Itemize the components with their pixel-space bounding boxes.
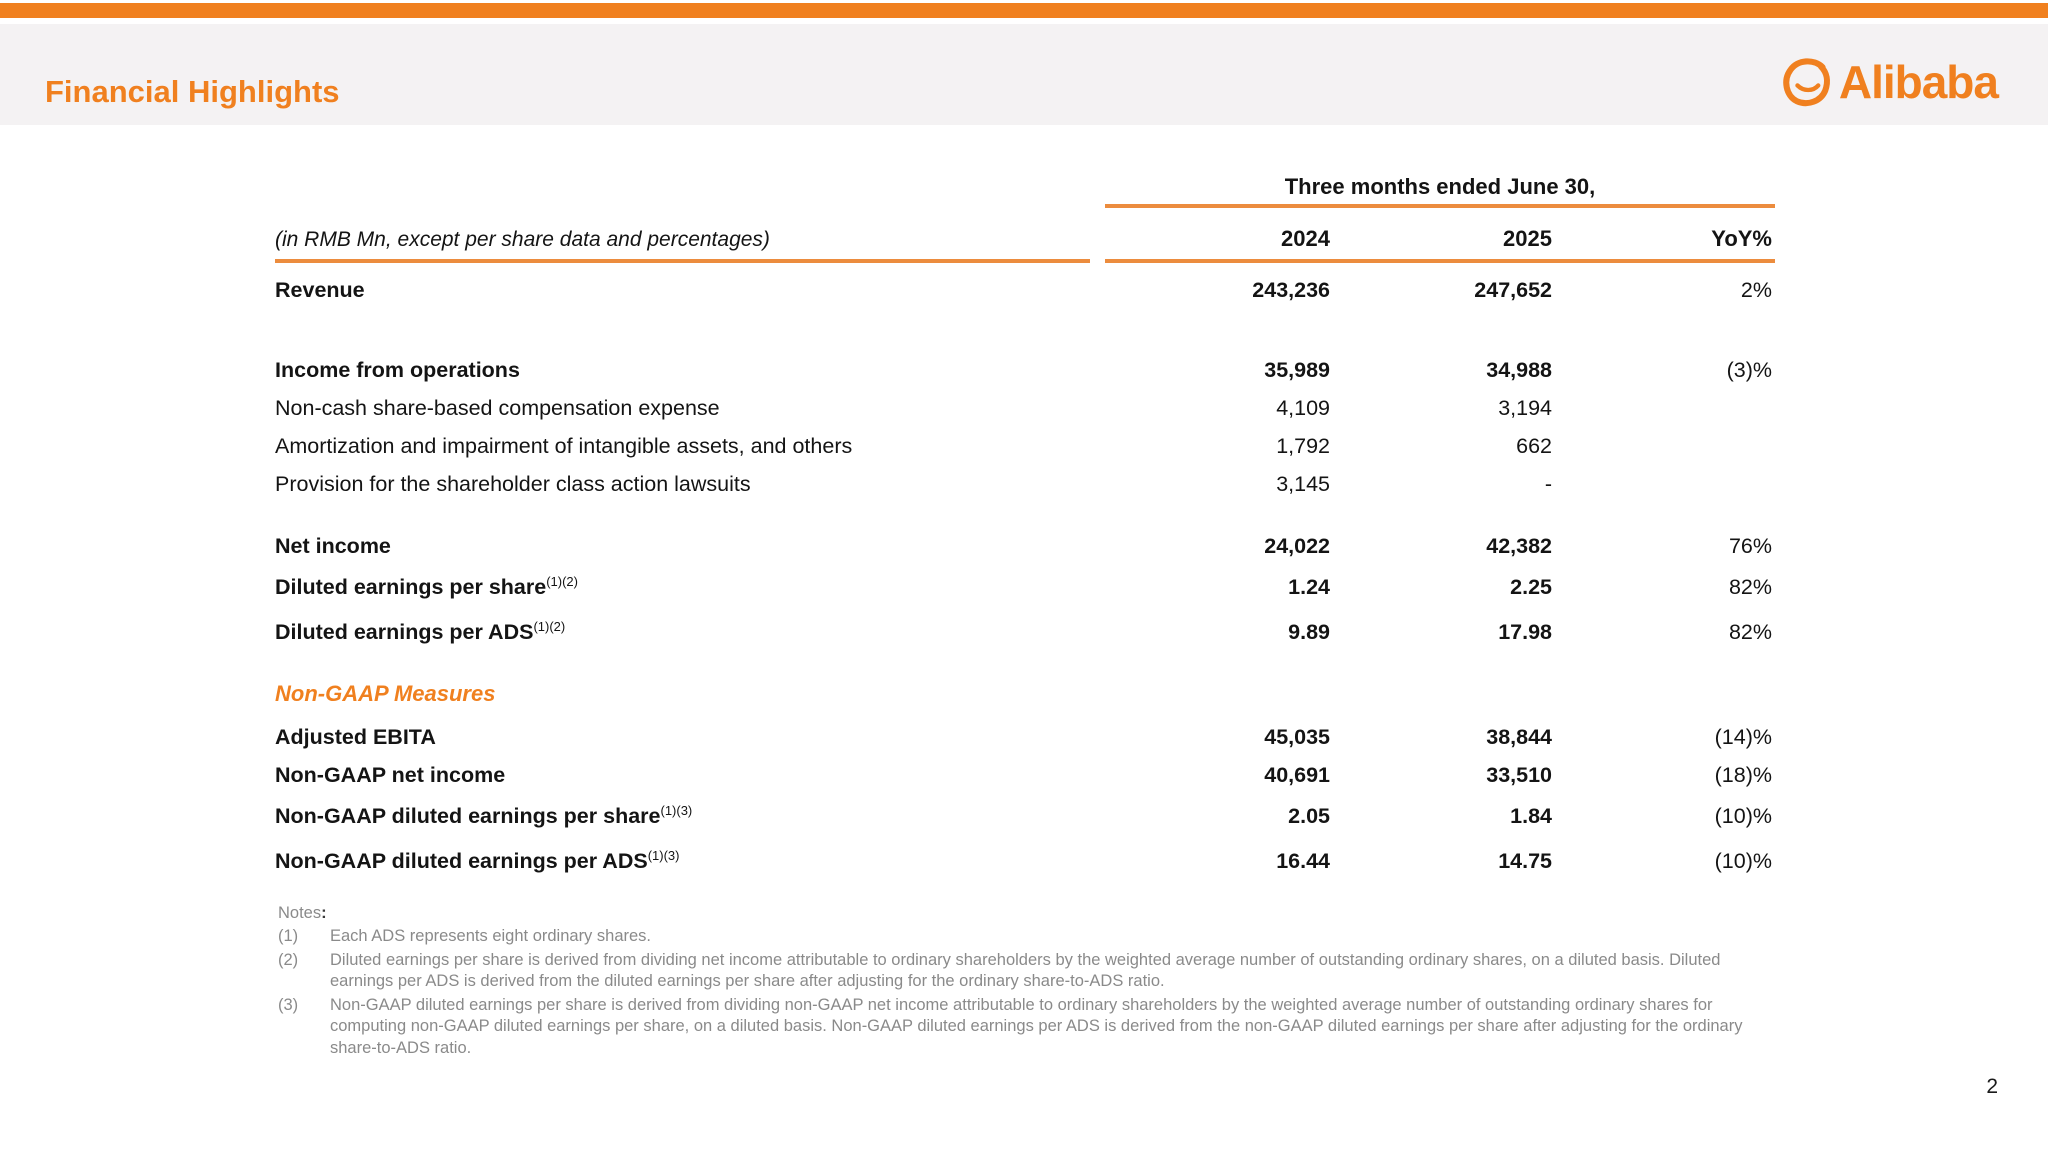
table-body xyxy=(275,263,1775,884)
notes-heading-word: Notes xyxy=(278,904,322,922)
value-2024: 2.05 xyxy=(1288,804,1330,828)
value-yoy: 82% xyxy=(1728,620,1772,644)
footnote-marker: (1)(3) xyxy=(647,847,680,863)
row-spacer xyxy=(275,309,1775,351)
note-number: (1) xyxy=(278,927,299,945)
footnote-marker: (1)(2) xyxy=(533,618,566,634)
column-header-row xyxy=(275,208,1775,263)
row-spacer xyxy=(275,655,1775,670)
header xyxy=(0,24,2048,125)
notes-heading xyxy=(278,903,1750,924)
alibaba-smile-icon xyxy=(1781,54,1833,110)
value-2025: 2.25 xyxy=(1510,575,1552,599)
table-row xyxy=(275,351,1775,389)
row-label: Diluted earnings per $ADS^{(1)(2)}$ xyxy=(275,618,566,644)
note-number: (3) xyxy=(278,995,299,1014)
table-row xyxy=(275,565,1775,610)
top-accent-bar xyxy=(0,3,2048,18)
units-label: (in RMB Mn, except per share data and percentages) xyxy=(275,208,1090,263)
row-label: Income from operations xyxy=(275,357,520,382)
value-2024: 1.24 xyxy=(1288,575,1330,599)
period-header-spacer xyxy=(275,160,1105,208)
column-header-2025: 2025 xyxy=(1330,208,1552,263)
value-2025: - xyxy=(1544,471,1552,496)
note-item xyxy=(278,950,1750,993)
row-label: Amortization and impairment of intangible assets, and others xyxy=(275,433,853,458)
table-row xyxy=(275,718,1775,756)
value-2025: 34,988 xyxy=(1486,357,1552,382)
row-label: Net income xyxy=(275,533,391,558)
note-text: Non-GAAP diluted earnings per share is derived from dividing non-GAAP net income attributable to ordinary shareholders by the weighted average number of outstanding ordinary shares for computing non-GAAP diluted earnings per share, on a diluted basis. Non-GAAP diluted earnings per ADS is derived from the non-GAAP diluted earnings per share after adjusting for the ordinary share-to-ADS ratio. xyxy=(330,995,1743,1057)
section-header-label: Non-GAAP Measures xyxy=(275,681,496,706)
table-row xyxy=(275,839,1775,884)
notes-section xyxy=(278,903,1750,1059)
table-row xyxy=(275,427,1775,465)
row-label: Diluted earnings per share$^{(1)(2)}$ xyxy=(275,573,578,599)
value-yoy: (3)% xyxy=(1726,357,1772,382)
period-header: Three months ended June 30, xyxy=(1105,160,1775,208)
value-2025: 1.84 xyxy=(1510,804,1552,828)
value-2024: 3,145 xyxy=(1276,471,1330,496)
row-label: Non-cash share-based compensation expense xyxy=(275,395,720,420)
column-header-yoy: YoY% xyxy=(1552,208,1775,263)
column-header-2024: 2024 xyxy=(1105,208,1330,263)
note-text: Each ADS represents eight ordinary shares. xyxy=(330,927,652,945)
notes-list xyxy=(278,926,1750,1059)
table-row xyxy=(275,610,1775,655)
table-row xyxy=(275,527,1775,565)
value-2025: 662 xyxy=(1516,433,1552,458)
value-yoy: (10)% xyxy=(1714,849,1772,873)
footnote-marker: (1)(3) xyxy=(660,802,693,818)
value-yoy: 82% xyxy=(1728,575,1772,599)
row-label: Non-GAAP diluted earnings per share$^{(1)(3)}$ xyxy=(275,802,693,828)
period-header-row xyxy=(275,160,1775,208)
value-2025: 38,844 xyxy=(1486,724,1552,749)
value-yoy: 76% xyxy=(1728,533,1772,558)
table-row xyxy=(275,271,1775,309)
note-item xyxy=(278,926,1750,948)
value-2025: 247,652 xyxy=(1474,277,1552,302)
page-title: Financial Highlights xyxy=(45,74,340,109)
value-2025: 42,382 xyxy=(1486,533,1552,558)
value-2025: 14.75 xyxy=(1498,849,1552,873)
value-2025: 33,510 xyxy=(1486,762,1552,787)
value-2024: 40,691 xyxy=(1264,762,1330,787)
note-item xyxy=(278,995,1750,1060)
value-yoy: (10)% xyxy=(1714,804,1772,828)
page-number: 2 xyxy=(1986,1075,1998,1098)
row-label: Adjusted EBITA xyxy=(275,724,436,749)
row-label: Non-GAAP net income xyxy=(275,762,506,787)
table-row xyxy=(275,794,1775,839)
footnote-marker: (1)(2) xyxy=(546,573,578,589)
financial-highlights-table xyxy=(275,160,1775,884)
value-2024: 24,022 xyxy=(1264,533,1330,558)
value-2024: 243,236 xyxy=(1252,277,1330,302)
value-2024: 4,109 xyxy=(1276,395,1330,420)
value-yoy: (14)% xyxy=(1714,724,1772,749)
table-row xyxy=(275,756,1775,794)
value-2024: 45,035 xyxy=(1264,724,1330,749)
note-number: (2) xyxy=(278,950,299,969)
alibaba-logo xyxy=(1781,54,1998,110)
table-row xyxy=(275,465,1775,503)
notes-heading-colon: : xyxy=(321,904,327,922)
value-2025: 3,194 xyxy=(1498,395,1552,420)
note-text: Diluted earnings per share is derived from dividing net income attributable to ordinary shareholders by the weighted average number of outstanding ordinary shares, on a diluted basis. Diluted earnings per ADS is derived from the diluted earnings per share after adjusting for the ordinary share-to-ADS ratio. xyxy=(330,950,1721,990)
row-label: Provision for the shareholder class action lawsuits xyxy=(275,471,751,496)
table-row xyxy=(275,389,1775,427)
row-label: Revenue xyxy=(275,277,365,302)
row-label: Non-GAAP diluted earnings per $ADS^{(1)(3)}$ xyxy=(275,847,680,873)
value-2024: 35,989 xyxy=(1264,357,1330,382)
value-yoy: 2% xyxy=(1740,277,1772,302)
value-2025: 17.98 xyxy=(1498,620,1552,644)
value-yoy: (18)% xyxy=(1714,762,1772,787)
section-header-row xyxy=(275,670,1775,718)
alibaba-logo-text: Alibaba xyxy=(1838,56,1998,108)
value-2024: 9.89 xyxy=(1288,620,1330,644)
row-spacer xyxy=(275,503,1775,527)
value-2024: 16.44 xyxy=(1276,849,1330,873)
value-2024: 1,792 xyxy=(1276,433,1330,458)
